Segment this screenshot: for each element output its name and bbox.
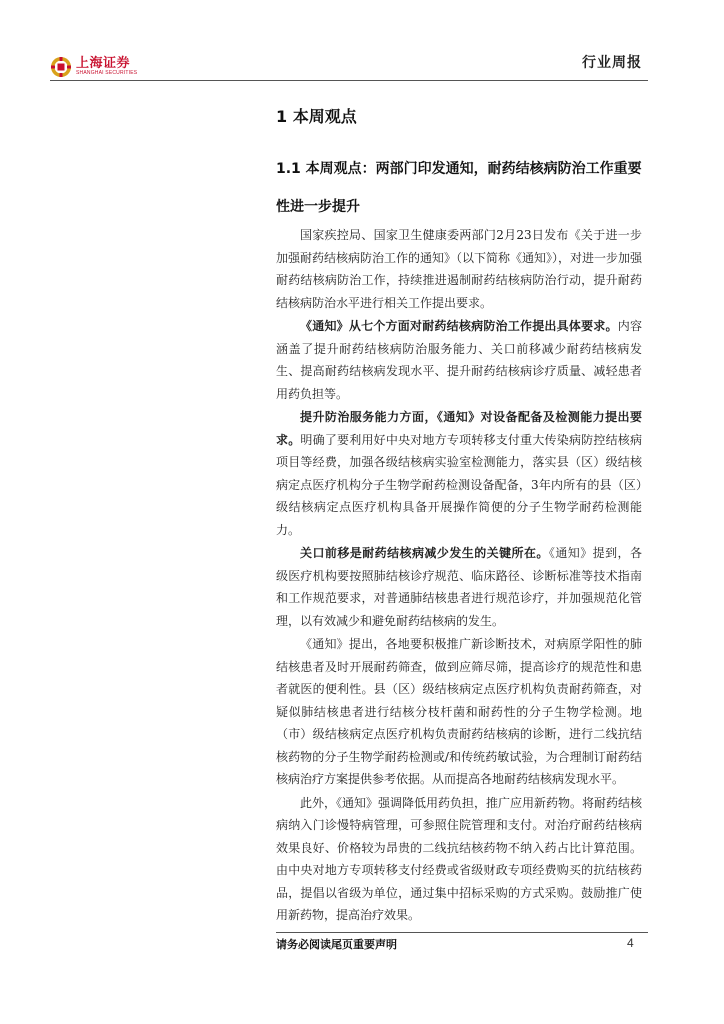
paragraph — [276, 542, 642, 632]
paragraph — [276, 315, 642, 405]
subsection-title: 1.1 本周观点：两部门印发通知，耐药结核病防治工作重要性进一步提升 — [276, 161, 642, 215]
article-body — [276, 224, 642, 928]
paragraph — [276, 224, 642, 314]
logo-english-name: SHANGHAI SECURITIES — [76, 70, 138, 76]
paragraph — [276, 633, 642, 791]
report-type-label: 行业周报 — [582, 55, 642, 71]
paragraph-lead: 提升防治服务能力方面，《通知》对设备配备及检测能力提出要求。 — [276, 410, 642, 447]
paragraph-text: 国家疾控局、国家卫生健康委两部门2月23日发布《关于进一步加强耐药结核病防治工作的通知》（以下简称《通知》），对进一步加强耐药结核病防治工作，持续推进遏制耐药结核病防治行动，提升耐药结核病防治水平进行相关工作提出要求。 — [276, 228, 643, 310]
paragraph-text: 《通知》提到，各级医疗机构要按照肺结核诊疗规范、临床路径、诊断标准等技术指南和工作规范要求，对普通肺结核患者进行规范诊疗，并加强规范化管理，以有效减少和避免耐药结核病的发生。 — [276, 546, 642, 628]
logo-chinese-name: 上海证券 — [76, 56, 131, 71]
page-header — [50, 44, 650, 84]
header-divider — [50, 80, 648, 81]
paragraph-text: 此外，《通知》强调降低用药负担，推广应用新药物。将耐药结核病纳入门诊慢特病管理，可参照住院管理和支付。对治疗耐药结核病效果良好、价格较为昂贵的二线抗结核药物不纳入药占比计算范围。由中央对地方专项转移支付经费或省级财政专项经费购买的抗结核药品，提倡以省级为单位，通过集中招标采购的方式采购。鼓励推广使用新药物，提高治疗效果。 — [276, 795, 643, 922]
paragraph-lead: 《通知》从七个方面对耐药结核病防治工作提出具体要求。 — [300, 319, 618, 333]
section-title: 1 本周观点 — [276, 107, 357, 126]
paragraph-text: 内容涵盖了提升耐药结核病防治服务能力、关口前移减少耐药结核病发生、提高耐药结核病发现水平、提升耐药结核病诊疗质量、减轻患者用药负担等。 — [276, 319, 642, 401]
page-number: 4 — [627, 936, 634, 950]
paragraph-text: 《通知》提出，各地要积极推广新诊断技术，对病原学阳性的肺结核患者及时开展耐药筛查，做到应筛尽筛，提高诊疗的规范性和患者就医的便利性。县（区）级结核病定点医疗机构负责耐药筛查，对疑似肺结核患者进行结核分枝杆菌和耐药性的分子生物学检测。地（市）级结核病定点医疗机构负责耐药结核病的诊断，进行二线抗结核药物的分子生物学耐药检测或/和传统药敏试验，为合理制订耐药结核病治疗方案提供参考依据。从而提高各地耐药结核病发现水平。 — [276, 637, 642, 786]
disclaimer-note: 请务必阅读尾页重要声明 — [276, 938, 397, 951]
paragraph — [276, 792, 642, 927]
footer-divider — [276, 932, 648, 933]
paragraph-text: 明确了要利用好中央对地方专项转移支付重大传染病防控结核病项目等经费，加强各级结核病实验室检测能力，落实县（区）级结核病定点医疗机构分子生物学耐药检测设备配备，3年内所有的县（区）级结核病定点医疗机构具备开展操作简便的分子生物学耐药检测能力。 — [276, 432, 642, 537]
logo-emblem-icon — [50, 56, 72, 78]
company-logo — [50, 56, 137, 78]
paragraph-lead: 关口前移是耐药结核病减少发生的关键所在。 — [300, 546, 549, 560]
paragraph — [276, 406, 642, 541]
